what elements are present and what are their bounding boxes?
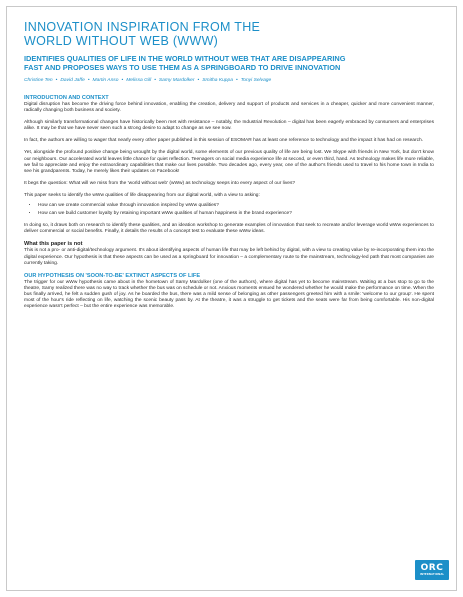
author-separator: • bbox=[87, 78, 90, 83]
bullet-item: • How can we create commercial value through innovation inspired by wWw qualities? bbox=[38, 203, 434, 209]
author: Samy Mardolker bbox=[158, 78, 195, 83]
author: Melissa Gill bbox=[126, 78, 152, 83]
author-separator: • bbox=[55, 78, 58, 83]
author: David Jaffe bbox=[60, 78, 85, 83]
paragraph: This paper seeks to identify the wWw qualities of life disappearing from our digital world, with a view to asking: bbox=[24, 192, 260, 198]
subtitle-line-2: FAST AND PROPOSES WAYS TO USE THEM AS A SPRINGBOARD TO DRIVE INNOVATION bbox=[24, 63, 341, 72]
author: Smitha Kuppa bbox=[202, 78, 233, 83]
title-line-1: INNOVATION INSPIRATION FROM THE bbox=[24, 20, 261, 34]
author: Christine Ten bbox=[24, 78, 53, 83]
section-heading-hypothesis: OUR HYPOTHESIS ON 'SOON-TO-BE' EXTINCT ASPECTS OF LIFE bbox=[24, 272, 201, 279]
section-heading-intro: INTRODUCTION AND CONTEXT bbox=[24, 95, 109, 101]
bullet-item: • How can we build customer loyalty by retaining important wWw qualities of human happiness in the brand experience? bbox=[38, 211, 434, 217]
document-body bbox=[24, 20, 434, 316]
paragraph: Digital disruption has become the driving force behind innovation, enabling the creation, delivery and support of products and services in a cheaper, quicker and more convenient manner, radically changing both business and society. bbox=[24, 102, 434, 114]
section-heading-not: What this paper is not bbox=[24, 241, 83, 248]
logo-subtext: INTERNATIONAL bbox=[419, 573, 445, 576]
paragraph: Yet, alongside the profound positive change being wrought by the digital world, some elements of our previous quality of life are being lost. We Skype with friends in New York, but don't know our neighbours. Our accelerated world leaves little chance for quiet reflection. Teenagers on social media experience life at second, or even third, hand. As technology makes life more reliable, we fail to appreciate and enjoy the extraordinary capabilities that make our lives possible. Two decades ago, every year, one of the author's friends used to travel to his home town in India to see his grandparents. Today, he merely likes their updates on Facebook! bbox=[24, 150, 434, 174]
paragraph: The trigger for our wWw hypothesis came about in the hometown of Samy Mardolker (one of the authors), where digital has yet to become mainstream. Waiting at a bus stop to go to the theatre, Samy realized there was no way to track whether the bus was on schedule or not. Anxious moments ensued he wondered whether he would make the performance on time. When the bus finally arrived, he felt a sudden gush of joy. As he boarded the bus, there was a mild sense of belonging as other passengers greeted him with a smile: 'welcome to our group'. He spent most of the hour's ride reflecting on life, watching the scenic beauty pass by. At the theatre, it was a struggle to get tickets and the seats were far from being comfortable. His non-digital experience wasn't perfect – but the entire experience was memorable. bbox=[24, 279, 434, 310]
paragraph: In fact, the authors are willing to wager that nearly every other paper published in this session of ESOMAR has at least one reference to technology and the impact it has had on research. bbox=[24, 138, 424, 144]
orc-logo bbox=[415, 560, 449, 580]
author-separator: • bbox=[197, 78, 200, 83]
paragraph: It begs the question: What will we miss from the 'world without web' (wWw) as technology seeps into every aspect of our lives? bbox=[24, 180, 296, 186]
paper-title bbox=[24, 20, 434, 48]
title-line-2: WORLD WITHOUT WEB (WWW) bbox=[24, 34, 219, 48]
paper-subtitle bbox=[24, 54, 434, 72]
author: Tonyi Selvage bbox=[240, 78, 272, 83]
bullet-list bbox=[24, 203, 434, 217]
author-separator: • bbox=[235, 78, 238, 83]
author-separator: • bbox=[154, 78, 156, 83]
author-separator: • bbox=[121, 78, 124, 83]
author-list bbox=[24, 78, 434, 83]
subtitle-line-1: IDENTIFIES QUALITIES OF LIFE IN THE WORLD WITHOUT WEB THAT ARE DISAPPEARING bbox=[24, 54, 346, 63]
paragraph: In doing so, it draws both on research to identify these qualities, and an ideation workshop to generate examples of innovation that seek to recreate and/or leverage world wWw experiences to deliver commercial or social benefits. Finally, it details the results of a concept test to evaluate these wWw ideas. bbox=[24, 223, 434, 235]
paragraph: This is not a pro- or anti-digital/technology argument. It's about identifying aspects of human life that may be left behind by digital, with a view to creating value by re-incorporating them into the digital experience. Our hypothesis is that these aspects can be used as a springboard for innovation – a complementary route to the mainstream, technology-led path that most companies are currently taking. bbox=[24, 248, 434, 266]
logo-text: ORC bbox=[420, 563, 444, 573]
author: Martin Anso bbox=[92, 78, 119, 83]
paragraph: Although similarly transformational changes have historically been met with resistance – notably, the Industrial Revolution – digital has been eagerly embraced by consumers and enterprises alike. It may be that we have never seen such a strong desire to adapt to change as we see now. bbox=[24, 120, 434, 132]
